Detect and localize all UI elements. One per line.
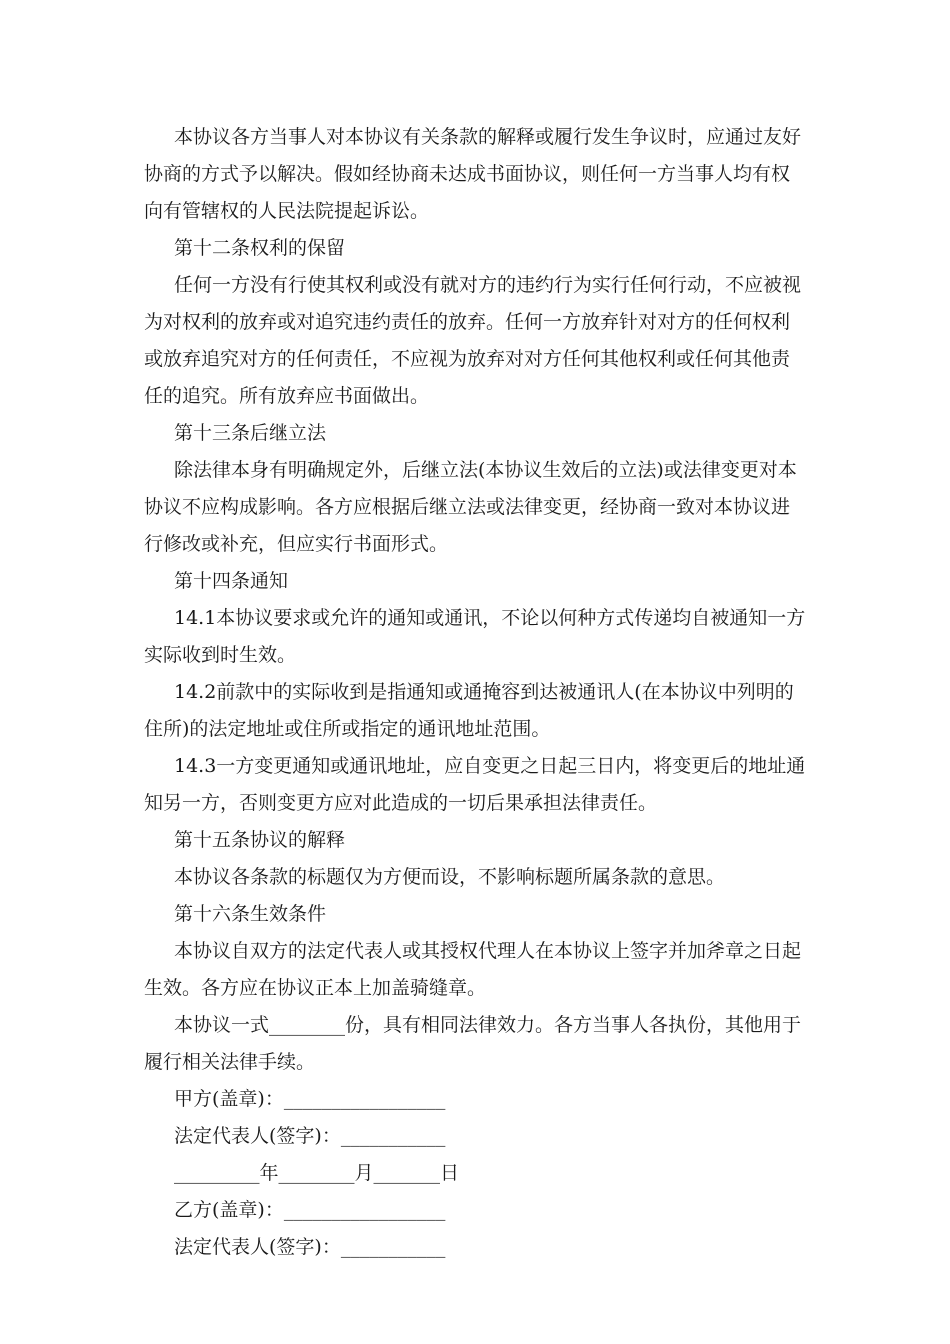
article-14-title: 第十四条通知 [174,570,289,592]
article-14-2: 14.2前款中的实际收到是指通知或通掩容到达被通讯人(在本协议中列明的住所)的法定地址或住所或指定的通讯地址范围。 [144,681,794,740]
party-a-seal-line: 甲方(盖章)：_________________ [174,1088,446,1110]
article-15-title: 第十五条协议的解释 [174,829,346,851]
article-16-title: 第十六条生效条件 [174,903,327,925]
copies-paragraph: 本协议一式________份，具有相同法律效力。各方当事人各执份，其他用于履行相关法律手续。 [144,1014,802,1073]
article-12-body: 任何一方没有行使其权利或没有就对方的违约行为实行任何行动，不应被视为对权利的放弃或对追究违约责任的放弃。任何一方放弃针对对方的任何权利或放弃追究对方的任何责任，不应视为放弃对对方任何其他权利或任何其他责任的追究。所有放弃应书面做出。 [144,274,802,407]
article-14-3: 14.3一方变更通知或通讯地址，应自变更之日起三日内，将变更后的地址通知另一方，否则变更方应对此造成的一切后果承担法律责任。 [144,755,806,814]
article-15-body: 本协议各条款的标题仅为方便而设，不影响标题所属条款的意思。 [174,866,726,888]
party-b-representative-line: 法定代表人(签字)：___________ [174,1236,446,1258]
article-12-title: 第十二条权利的保留 [174,237,346,259]
date-line: _________年________月_______日 [174,1162,460,1184]
article-14-1: 14.1本协议要求或允许的通知或通讯，不论以何种方式传递均自被通知一方实际收到时生效。 [144,607,806,666]
party-b-seal-line: 乙方(盖章)：_________________ [174,1199,446,1221]
document-page [144,119,806,1266]
dispute-paragraph: 本协议各方当事人对本协议有关条款的解释或履行发生争议时，应通过友好协商的方式予以解决。假如经协商未达成书面协议，则任何一方当事人均有权向有管辖权的人民法院提起诉讼。 [144,126,802,222]
party-a-representative-line: 法定代表人(签字)：___________ [174,1125,446,1147]
article-13-body: 除法律本身有明确规定外，后继立法(本协议生效后的立法)或法律变更对本协议不应构成影响。各方应根据后继立法或法律变更，经协商一致对本协议进行修改或补充，但应实行书面形式。 [144,459,797,555]
article-13-title: 第十三条后继立法 [174,422,327,444]
article-16-body: 本协议自双方的法定代表人或其授权代理人在本协议上签字并加斧章之日起生效。各方应在协议正本上加盖骑缝章。 [144,940,802,999]
